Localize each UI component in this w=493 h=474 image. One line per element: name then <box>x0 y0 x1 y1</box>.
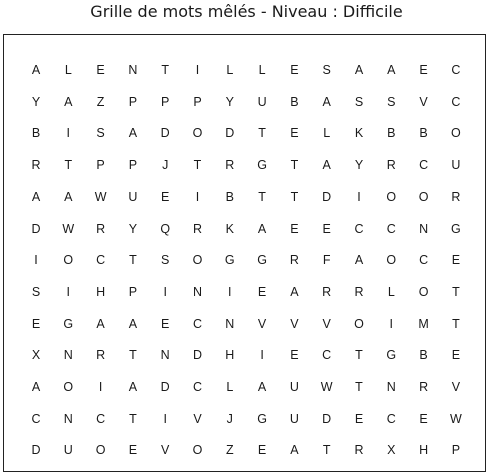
grid-cell[interactable]: C <box>96 253 106 268</box>
grid-cell[interactable]: D <box>322 189 332 204</box>
grid-cell[interactable]: R <box>289 253 299 268</box>
grid-cell[interactable]: O <box>192 126 203 141</box>
grid-cell[interactable]: E <box>128 443 138 458</box>
grid-cell[interactable]: O <box>192 443 203 458</box>
grid-cell[interactable]: Y <box>354 158 364 173</box>
grid-cell[interactable]: T <box>355 380 363 394</box>
grid-cell[interactable]: E <box>257 443 267 458</box>
grid-cell[interactable]: U <box>289 411 299 426</box>
grid-cell[interactable]: I <box>98 380 103 394</box>
grid-cell[interactable]: L <box>226 380 234 394</box>
grid-cell[interactable]: A <box>31 63 41 77</box>
grid-cell[interactable]: T <box>129 253 137 268</box>
grid-cell[interactable]: E <box>257 284 267 299</box>
grid-cell[interactable]: H <box>225 348 235 363</box>
grid-cell[interactable]: Y <box>225 94 234 109</box>
grid-cell[interactable]: I <box>163 284 167 299</box>
grid-cell[interactable]: H <box>419 443 429 458</box>
grid-cell[interactable]: L <box>387 284 395 299</box>
grid-cell[interactable]: P <box>451 443 461 458</box>
grid-cell[interactable]: B <box>419 348 428 363</box>
grid-cell[interactable]: T <box>258 189 266 204</box>
grid-cell[interactable]: R <box>322 284 332 299</box>
grid-cell[interactable]: R <box>96 348 106 363</box>
grid-cell[interactable]: T <box>64 158 73 173</box>
grid-cell[interactable]: V <box>193 411 202 426</box>
grid-cell[interactable]: A <box>31 189 41 204</box>
grid-cell[interactable]: A <box>96 316 105 331</box>
grid-cell[interactable]: C <box>386 221 396 236</box>
grid-cell[interactable]: P <box>96 158 105 173</box>
grid-cell[interactable]: E <box>451 348 461 363</box>
grid-cell[interactable]: N <box>160 348 170 363</box>
grid-cell[interactable]: T <box>129 348 137 363</box>
grid-cell[interactable]: D <box>160 380 170 394</box>
grid-cell[interactable]: E <box>290 221 299 236</box>
grid-cell[interactable]: A <box>257 221 267 236</box>
grid-cell[interactable]: M <box>418 316 429 331</box>
grid-cell[interactable]: W <box>320 380 333 394</box>
grid-cell[interactable]: J <box>162 158 169 173</box>
grid-cell[interactable]: L <box>226 63 234 77</box>
grid-cell[interactable]: N <box>63 348 73 363</box>
grid-cell[interactable]: S <box>161 253 170 268</box>
grid-cell[interactable]: U <box>451 158 461 173</box>
grid-cell[interactable]: W <box>62 221 75 236</box>
grid-cell[interactable]: C <box>451 94 461 109</box>
grid-cell[interactable]: K <box>225 221 234 236</box>
grid-cell[interactable]: D <box>192 348 203 363</box>
grid-cell[interactable]: O <box>451 126 461 141</box>
grid-cell[interactable]: K <box>354 126 364 141</box>
grid-cell[interactable]: E <box>290 63 299 77</box>
grid-cell[interactable]: S <box>31 284 41 299</box>
grid-cell[interactable]: T <box>161 63 169 77</box>
grid-cell[interactable]: T <box>290 189 299 204</box>
grid-cell[interactable]: R <box>225 158 235 173</box>
grid-cell[interactable]: T <box>290 158 299 173</box>
grid-cell[interactable]: V <box>322 316 331 331</box>
grid-cell[interactable]: I <box>34 253 38 268</box>
grid-cell[interactable]: I <box>66 284 71 299</box>
grid-cell[interactable]: L <box>323 126 331 141</box>
grid-cell[interactable]: C <box>386 411 396 426</box>
grid-cell[interactable]: Y <box>128 221 138 236</box>
grid-cell[interactable]: W <box>449 411 462 426</box>
grid-cell[interactable]: E <box>96 63 105 77</box>
grid-cell[interactable]: I <box>195 63 200 77</box>
grid-cell[interactable]: Z <box>96 94 105 109</box>
grid-cell[interactable]: E <box>290 126 299 141</box>
grid-cell[interactable]: B <box>387 126 396 141</box>
grid-cell[interactable]: D <box>31 221 41 236</box>
grid-cell[interactable]: B <box>31 126 41 141</box>
grid-cell[interactable]: O <box>192 253 203 268</box>
grid-cell[interactable]: N <box>419 221 429 236</box>
grid-cell[interactable]: E <box>322 221 331 236</box>
grid-cell[interactable]: T <box>258 126 266 141</box>
grid-cell[interactable]: N <box>386 380 396 394</box>
grid-cell[interactable]: N <box>63 411 73 426</box>
word-search-grid <box>3 34 486 472</box>
grid-cell[interactable]: U <box>257 94 267 109</box>
grid-cell[interactable]: P <box>128 284 138 299</box>
grid-cell[interactable]: E <box>419 411 428 426</box>
grid-cell[interactable]: V <box>290 316 299 331</box>
grid-cell[interactable]: R <box>386 158 396 173</box>
grid-cell[interactable]: G <box>257 158 267 173</box>
grid-cell[interactable]: O <box>63 253 74 268</box>
grid-cell[interactable]: R <box>354 443 364 458</box>
grid-cell[interactable]: S <box>96 126 105 141</box>
grid-cell[interactable]: Z <box>225 443 234 458</box>
grid-cell[interactable]: C <box>419 158 429 173</box>
grid-cell[interactable]: N <box>192 284 203 299</box>
grid-cell[interactable]: C <box>192 316 203 331</box>
grid-cell[interactable]: E <box>354 411 364 426</box>
grid-cell[interactable]: Y <box>31 94 41 109</box>
grid-cell[interactable]: U <box>128 189 138 204</box>
grid-cell[interactable]: O <box>418 189 429 204</box>
grid-cell[interactable]: G <box>224 253 235 268</box>
grid-cell[interactable]: T <box>355 348 363 363</box>
grid-cell[interactable]: V <box>451 380 461 394</box>
grid-cell[interactable]: C <box>354 221 364 236</box>
grid-cell[interactable]: G <box>257 253 267 268</box>
grid-cell[interactable]: C <box>322 348 332 363</box>
grid-cell[interactable]: V <box>257 316 267 331</box>
grid-cell[interactable]: E <box>451 253 461 268</box>
grid-cell[interactable]: R <box>419 380 429 394</box>
grid-cell[interactable]: A <box>290 284 299 299</box>
grid-cell[interactable]: A <box>322 158 331 173</box>
grid-cell[interactable]: W <box>94 189 107 204</box>
grid-cell[interactable]: D <box>160 126 170 141</box>
grid-cell[interactable]: T <box>129 411 137 426</box>
grid-cell[interactable]: S <box>387 94 396 109</box>
grid-cell[interactable]: V <box>161 443 170 458</box>
grid-cell[interactable]: H <box>96 284 106 299</box>
grid-cell[interactable]: G <box>257 411 267 426</box>
grid-cell[interactable]: Q <box>160 221 171 236</box>
grid-cell[interactable]: E <box>290 348 299 363</box>
grid-cell[interactable]: G <box>386 348 397 363</box>
grid-cell[interactable]: I <box>389 316 394 331</box>
grid-cell[interactable]: T <box>452 316 460 331</box>
grid-cell[interactable]: I <box>228 284 232 299</box>
grid-cell[interactable]: R <box>451 189 461 204</box>
grid-cell[interactable]: O <box>354 316 364 331</box>
grid-cell[interactable]: A <box>354 63 364 77</box>
grid-cell[interactable]: V <box>419 94 428 109</box>
grid-cell[interactable]: O <box>386 189 397 204</box>
grid-cell[interactable]: U <box>289 380 299 394</box>
grid-cell[interactable]: T <box>193 158 202 173</box>
grid-cell[interactable]: F <box>322 253 331 268</box>
grid-cell[interactable]: A <box>257 380 267 394</box>
grid-cell[interactable]: I <box>66 126 71 141</box>
grid-cell[interactable]: G <box>451 221 461 236</box>
grid-cell[interactable]: L <box>258 63 266 77</box>
grid-cell[interactable]: P <box>161 94 170 109</box>
grid-cell[interactable]: T <box>452 284 460 299</box>
grid-cell[interactable]: D <box>225 126 235 141</box>
grid-cell[interactable]: O <box>386 253 397 268</box>
grid-cell[interactable]: J <box>226 411 233 426</box>
grid-cell[interactable]: B <box>419 126 428 141</box>
grid-cell[interactable]: B <box>290 94 299 109</box>
grid-cell[interactable]: A <box>64 94 73 109</box>
grid-cell[interactable]: P <box>193 94 202 109</box>
grid-cell[interactable]: C <box>451 63 461 77</box>
grid-cell[interactable]: C <box>96 411 106 426</box>
grid-cell[interactable]: X <box>31 348 41 363</box>
grid-cell[interactable]: A <box>290 443 299 458</box>
grid-cell[interactable]: C <box>192 380 203 394</box>
grid-cell[interactable]: A <box>354 253 364 268</box>
grid-cell[interactable]: I <box>163 411 167 426</box>
grid-cell[interactable]: E <box>161 316 170 331</box>
grid-cell[interactable]: I <box>260 348 264 363</box>
grid-cell[interactable]: E <box>31 316 41 331</box>
grid-cell[interactable]: A <box>128 126 138 141</box>
grid-cell[interactable]: S <box>322 63 331 77</box>
grid-cell[interactable]: P <box>128 94 138 109</box>
grid-cell[interactable]: A <box>322 94 331 109</box>
grid-cell[interactable]: D <box>31 443 41 458</box>
grid-cell[interactable]: O <box>63 380 74 394</box>
grid-cell[interactable]: N <box>128 63 138 77</box>
grid-cell[interactable]: L <box>64 63 72 77</box>
grid-cell[interactable]: A <box>31 380 41 394</box>
grid-cell[interactable]: R <box>354 284 364 299</box>
grid-cell[interactable]: A <box>387 63 396 77</box>
grid-cell[interactable]: A <box>128 380 138 394</box>
grid-cell[interactable]: T <box>322 443 331 458</box>
grid-cell[interactable]: R <box>31 158 41 173</box>
grid-cell[interactable]: C <box>419 253 429 268</box>
puzzle-title: Grille de mots mêlés - Niveau : Difficile <box>90 2 403 21</box>
grid-cell[interactable]: O <box>418 284 429 299</box>
grid-cell[interactable]: N <box>225 316 235 331</box>
grid-cell[interactable]: G <box>63 316 74 331</box>
grid-cell[interactable]: S <box>354 94 364 109</box>
grid-cell[interactable]: I <box>357 189 361 204</box>
grid-cell[interactable]: B <box>225 189 234 204</box>
grid-cell[interactable]: R <box>192 221 203 236</box>
grid-cell[interactable]: E <box>161 189 170 204</box>
grid-cell[interactable]: X <box>387 443 396 458</box>
grid-cell[interactable]: C <box>31 411 41 426</box>
grid-cell[interactable]: E <box>419 63 428 77</box>
grid-cell[interactable]: D <box>322 411 332 426</box>
grid-cell[interactable]: U <box>63 443 73 458</box>
grid-cell[interactable]: O <box>95 443 106 458</box>
grid-cell[interactable]: I <box>195 189 200 204</box>
grid-cell[interactable]: A <box>128 316 138 331</box>
grid-cell[interactable]: P <box>128 158 138 173</box>
grid-cell[interactable]: R <box>96 221 106 236</box>
grid-cell[interactable]: A <box>64 189 73 204</box>
